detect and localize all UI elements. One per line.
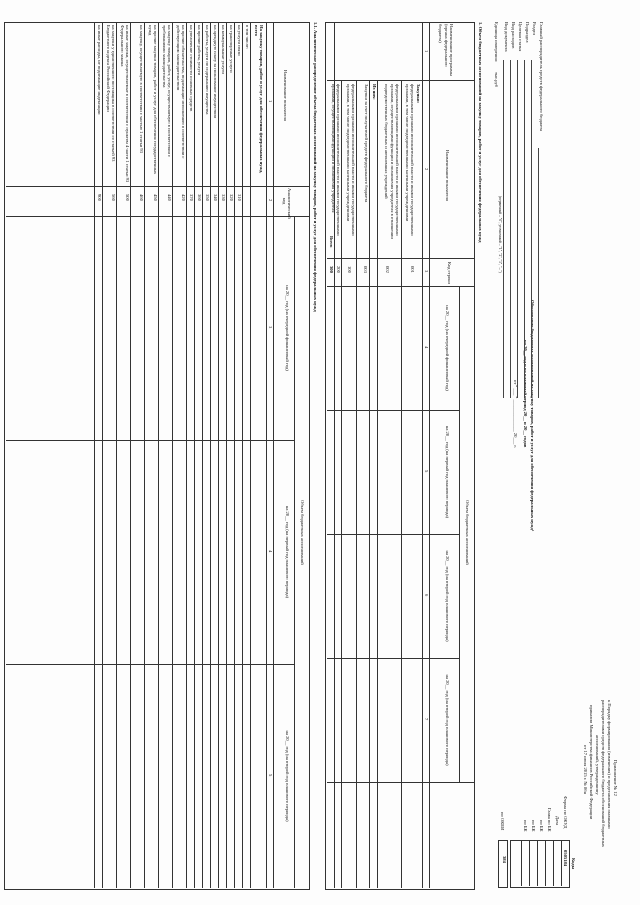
- s11-row-code: 370: [189, 194, 194, 201]
- bk-rz-label: по БК: [539, 820, 544, 832]
- s1-num: 7: [424, 718, 429, 721]
- s11-row-code: 360: [197, 194, 202, 201]
- s1-num: 2: [424, 168, 429, 171]
- s1-row-text: федеральными органами исполнительной власти и иными государственными органами, в том числе подведомственными казенными учреждениями: [404, 84, 415, 236]
- s11-row-text: на работы, услуги по содержанию имущества: [205, 25, 210, 115]
- row-divider: [94, 22, 95, 888]
- s11-row-code: 500: [125, 194, 130, 201]
- appendix-line: Приложение № 12: [613, 760, 618, 796]
- row-divider: [158, 22, 159, 888]
- document-title: Обоснования бюджетных ассигнований на закупку товаров, работ и услуг для обеспечения федеральных нужд¹: [530, 300, 535, 532]
- s11-row-text: На закупку товаров, работ и услуг для обеспечения федеральных нужд, всего: [253, 25, 264, 174]
- s11-row-code: 350: [205, 194, 210, 201]
- row-divider: [234, 22, 235, 888]
- s1-col-year3: на 20__ год (на второй год планового периода): [445, 550, 450, 642]
- bk-label: Глава по БК: [547, 808, 552, 832]
- field-doc-hint: (первичный – "0", уточненный – "1", "2", "3", "..."): [498, 196, 502, 273]
- s11-row-text: на закупки у единственного поставщика в соответствии со статьей 93 Бюджетного кодекса Российской Федерации: [105, 25, 116, 162]
- s11-row-text: на транспортные услуги: [229, 25, 234, 73]
- okei-value: 384: [502, 856, 507, 863]
- s1-row-code: 003: [363, 266, 368, 273]
- s11-row-text: на закупку товаров, работ, услуг, осуществляемую в соответствии с требованиями законодательства: [161, 25, 172, 158]
- appendix-line: от 17 июля 2015 г. № 86н: [583, 745, 588, 795]
- row-divider: [250, 22, 251, 888]
- s11-num: 3: [268, 326, 273, 329]
- s1-row-code: 001: [410, 266, 415, 273]
- s1-row-code: 002: [385, 266, 390, 273]
- appendix-line: приказом Министерства финансов Российской Федерации: [589, 705, 594, 820]
- okud-label: Форма по ОКУД: [563, 796, 568, 829]
- section1-title: 1. Объем бюджетных ассигнований на закупку товаров, работ и услуг для обеспечения федеральных нужд: [478, 22, 483, 243]
- row-divider: [210, 22, 211, 888]
- s1-col-indicator: Наименование показателя: [445, 150, 450, 201]
- s1-row-code: 200: [336, 266, 341, 273]
- s11-num: 4: [268, 550, 273, 553]
- s1-row-code: 100: [347, 266, 352, 273]
- s11-row-text: на прочие закупки товаров, работ и услуг для обеспечения государственных нужд: [147, 25, 158, 175]
- row-divider: [226, 22, 227, 888]
- s1-total-code: 300: [329, 266, 334, 273]
- s11-row-text: на иные расходы, не подлежащие индексации: [97, 25, 102, 115]
- field-label: Главный распорядитель средств федерального бюджета: [539, 22, 544, 132]
- document-subtitle: на 20__ год и на плановый период 20__ и 20__ годов: [523, 340, 528, 448]
- s11-row-text: на увеличение стоимости основных средств: [189, 25, 194, 112]
- row-divider: [116, 22, 117, 888]
- s1-row-text: Закупки за счет получателей средств федерального бюджета: [364, 84, 369, 203]
- s11-num: 5: [268, 774, 273, 777]
- s1-col-year4: на 20__ год (на второй год планового периода): [445, 674, 450, 766]
- s11-row-code: 450: [153, 194, 158, 201]
- s11-row-code: 560: [111, 194, 116, 201]
- s11-row-code: 440: [167, 194, 172, 201]
- field-label: Вид документа: [504, 22, 509, 52]
- s11-row-text: на прочие работы, услуги: [197, 25, 202, 76]
- row-divider: [194, 22, 195, 888]
- s11-row-text: на арендную плату за пользование имуществом: [213, 25, 218, 119]
- s1-row-text: Из них:: [372, 84, 377, 100]
- s1-total-label: Всего: [329, 236, 334, 248]
- row-divider: [102, 22, 103, 888]
- field-label: Подраздел: [525, 22, 530, 43]
- field-label: Вид расходов: [511, 22, 516, 49]
- date-label: Дата: [555, 816, 560, 826]
- s11-num: 1: [268, 100, 273, 103]
- row-divider: [218, 22, 219, 888]
- s11-col-year1: на 20__ год (на очередной финансовый год): [285, 285, 290, 371]
- appendix-line: к Порядку формирования (изменения) и представления главными: [607, 700, 612, 829]
- codes-label: Коды: [571, 858, 576, 870]
- s1-row-text: федеральными органами исполнительной власти и иными государственными органами, в том числе подведомственными казенными учреждениями: [345, 84, 356, 236]
- okud-value: 0505184: [563, 850, 568, 867]
- s11-col-code: Аналитический код: [281, 188, 292, 219]
- s1-col-program: Наименование программы (органа федерального бюджета): [438, 24, 454, 76]
- s1-col-code: Код строки: [447, 262, 452, 284]
- row-divider: [130, 22, 131, 888]
- s1-num: 6: [424, 594, 429, 597]
- s1-num: 4: [424, 346, 429, 349]
- s1-col-budget: Объем бюджетных ассигнований: [465, 500, 470, 565]
- field-label: Единица измерения:: [494, 22, 499, 62]
- s1-row-text: федеральными органами исполнительной власти и иными государственными органами, осуществляющими функции и полномочия учредителя в отношении подведомственных бюджетных и автономных учреждений: [384, 84, 400, 239]
- field-label: Целевая статья: [518, 22, 523, 52]
- appendix-line: ассигнований, утвержденному: [595, 735, 600, 795]
- s11-row-text: в том числе:: [245, 25, 250, 49]
- s1-num: 5: [424, 470, 429, 473]
- bk-pr-label: по БК: [531, 820, 536, 832]
- s11-row-text: на прочие обязательства, подлежащие исполнению в соответствии с действующим законодательством: [175, 25, 186, 159]
- s11-row-code: 460: [139, 194, 144, 201]
- date-line: от " ___ " ______________ 20___ г.: [513, 380, 518, 448]
- s11-row-code: 420: [181, 194, 186, 201]
- s11-row-text: на услуги связи: [237, 25, 242, 56]
- s1-col-year1: на 20__ год (на очередной финансовый год): [445, 305, 450, 391]
- s11-num: 2: [268, 199, 273, 202]
- appendix-line: распорядителями средств федерального бюджета обоснований бюджетных: [601, 700, 606, 848]
- s11-row-code: 340: [213, 194, 218, 201]
- unit-value: тыс.руб: [494, 72, 499, 88]
- row-divider: [202, 22, 203, 888]
- okei-box: [498, 840, 508, 888]
- row-divider: [242, 22, 243, 888]
- s11-row-code: 320: [229, 194, 234, 201]
- s11-col-year2: на 20__ год (на первый год планового периода): [285, 505, 290, 599]
- s1-row-text: федеральными органами исполнительной власти и иными государственными органами, осуществляющими функции и полномочия учредителя: [330, 84, 341, 236]
- s1-col-year2: на 20__ год (на первый год планового периода): [445, 425, 450, 519]
- s11-col-name: Наименование показателя: [283, 70, 288, 121]
- row-divider: [144, 22, 145, 888]
- row-divider: [186, 22, 187, 888]
- field-label: Раздел: [532, 22, 537, 35]
- s11-row-code: 330: [221, 194, 226, 201]
- row-divider: [172, 22, 173, 888]
- s11-row-code: 310: [237, 194, 242, 201]
- s11-col-budget: Объем бюджетных ассигнований: [300, 500, 305, 565]
- s11-col-year3: на 20__ год (на второй год планового периода): [285, 730, 290, 822]
- s1-num: 1: [424, 50, 429, 53]
- s1-num: 3: [424, 270, 429, 273]
- s11-row-text: на коммунальные услуги: [221, 25, 226, 74]
- bk-vr-label: по БК: [523, 820, 528, 832]
- s11-row-code: 900: [97, 194, 102, 201]
- okei-label: по ОКЕИ: [500, 812, 505, 831]
- s11-row-text: на закупку, осуществляемую в соответствии с частью 1 статьи 93: [139, 25, 144, 153]
- s11-row-text: на иные закупки, осуществляемые в соответствии с пунктом 4 части 1 статьи 93 Федерального закона: [119, 25, 130, 183]
- section11-title: 1.1. Аналитическое распределение объема бюджетных ассигнований на закупку товаров, работ и услуг для обеспечения федеральных нужд: [313, 22, 318, 312]
- s1-row-text: Закупки:: [416, 84, 421, 104]
